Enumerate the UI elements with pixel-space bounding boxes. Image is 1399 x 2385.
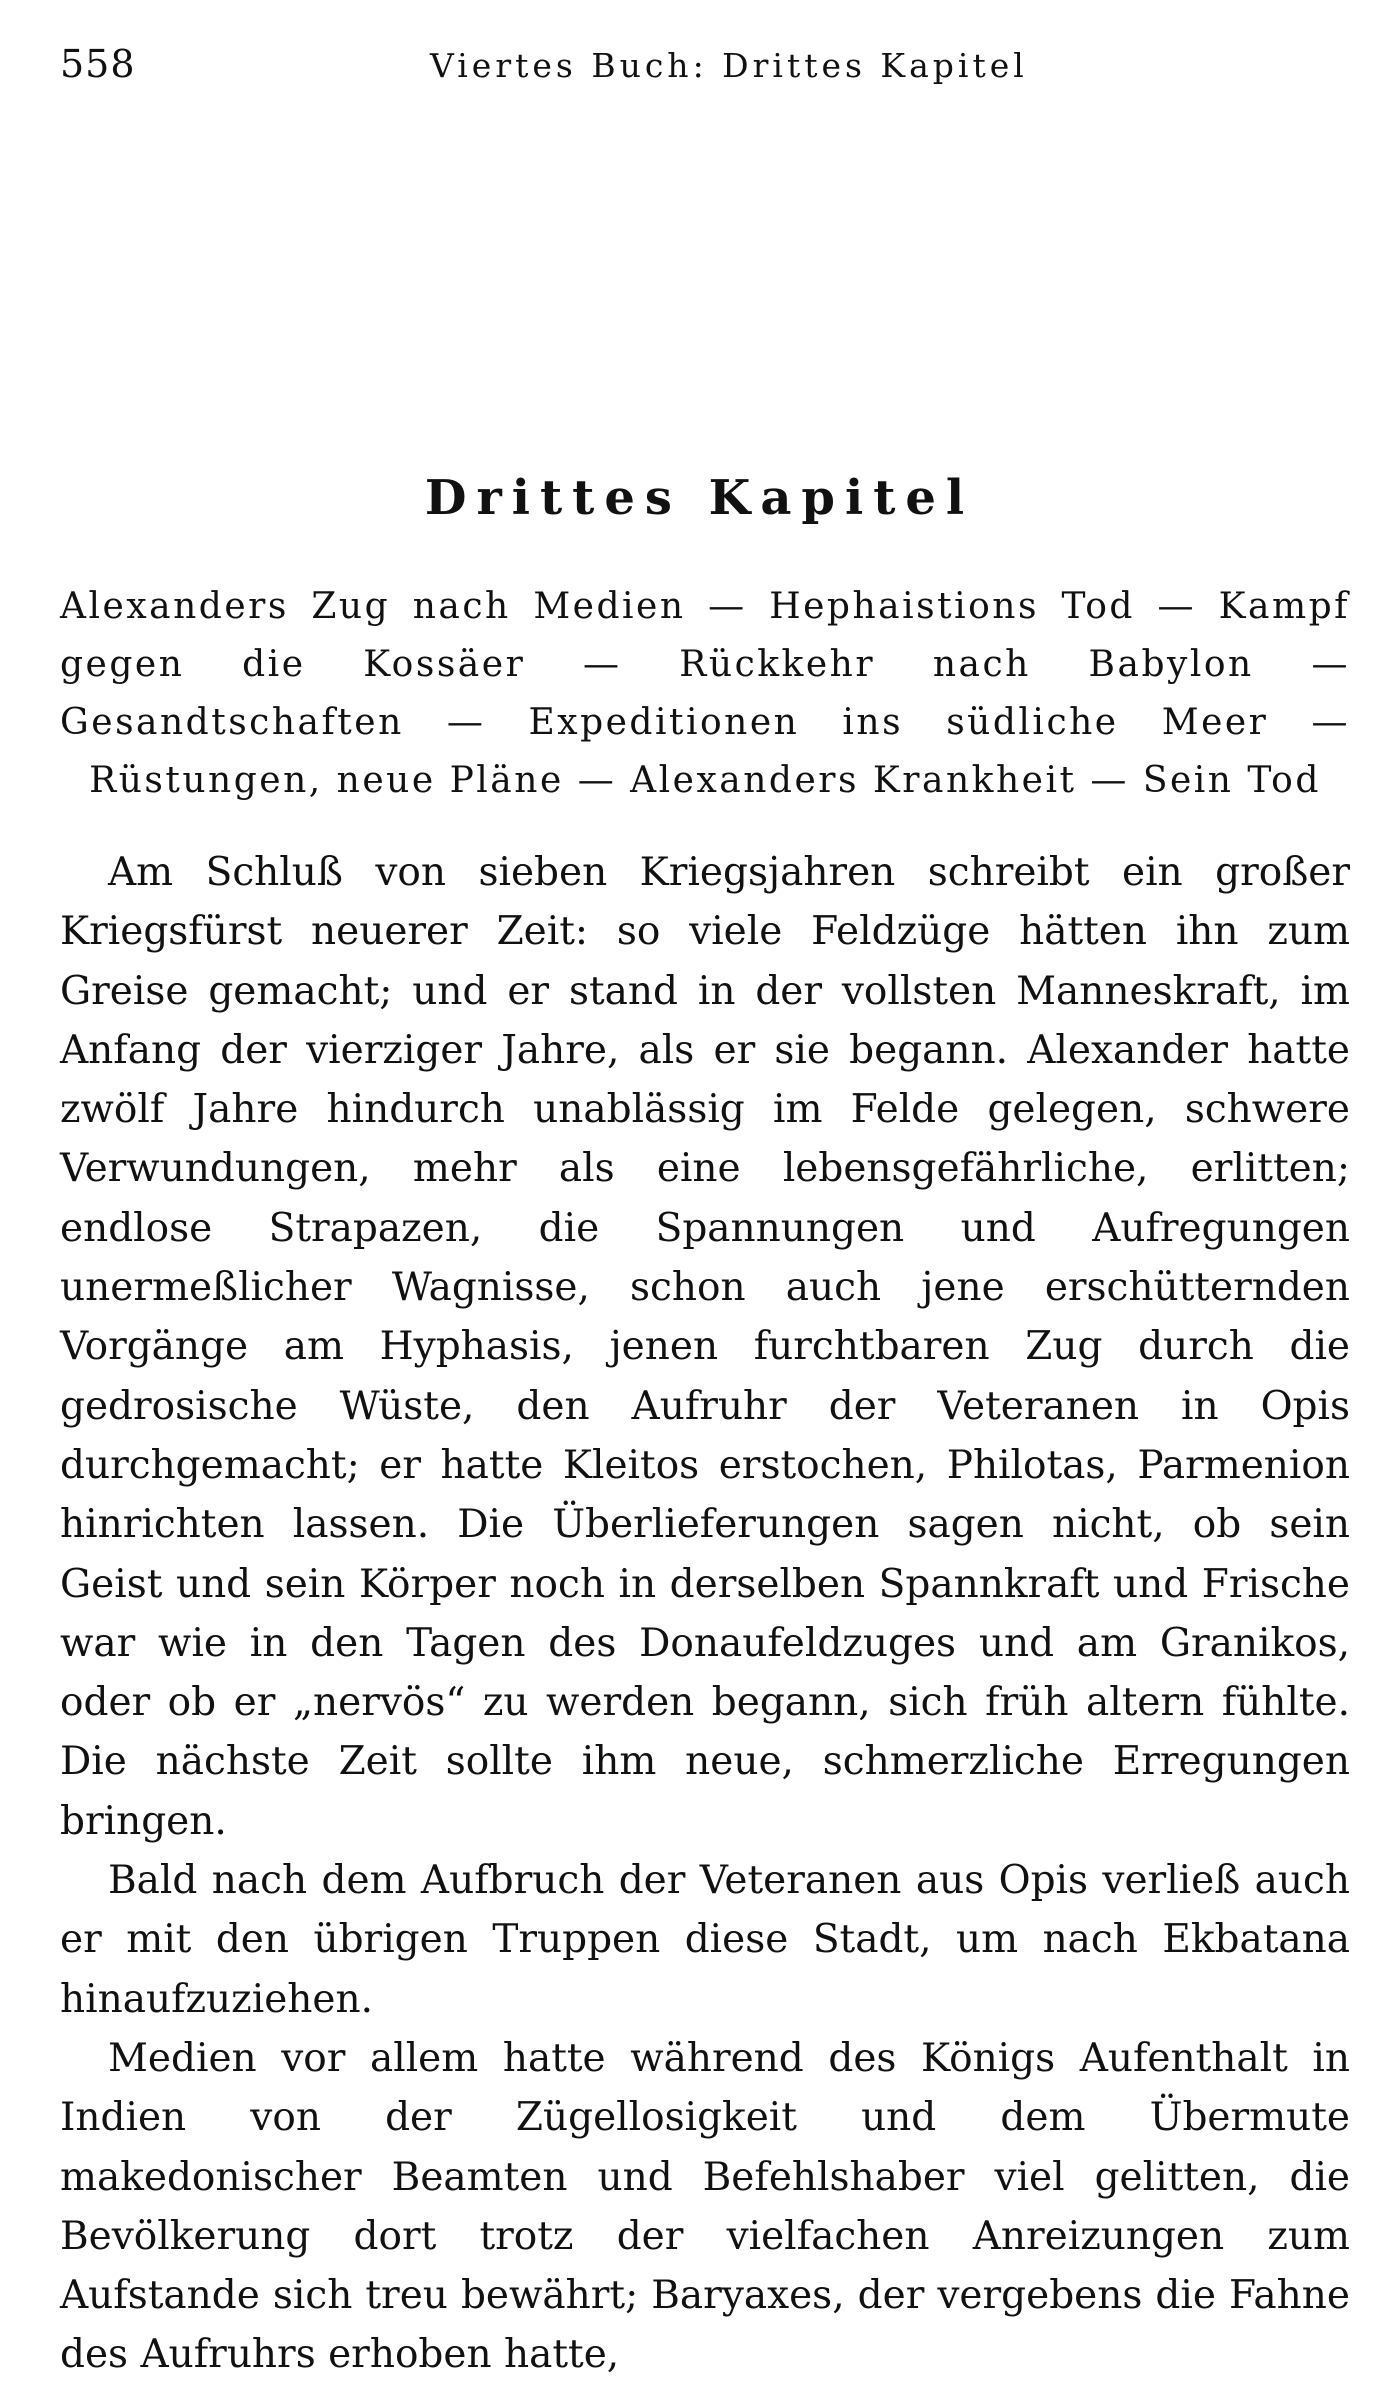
running-title: Viertes Buch: Drittes Kapitel	[430, 46, 1028, 85]
paragraph-1: Am Schluß von sieben Kriegsjahren schreibt ein großer Kriegsfürst neuerer Zeit: so viele Feldzüge hätten ihn zum Greise gemacht; und er stand in der vollsten Manneskraft, im Anfang der vierziger Jahre, als er sie begann. Alexander hatte zwölf Jahre hindurch unablässig im Felde gelegen, schwere Verwundungen, mehr als eine lebensgefährliche, erlitten; endlose Strapazen, die Spannungen und Aufregungen unermeßlicher Wagnisse, schon auch jene erschütternden Vorgänge am Hyphasis, jenen furchtbaren Zug durch die gedrosische Wüste, den Aufruhr der Veteranen in Opis durchgemacht; er hatte Kleitos erstochen, Philotas, Parmenion hinrichten lassen. Die Überlieferungen sagen nicht, ob sein Geist und sein Körper noch in derselben Spannkraft und Frische war wie in den Tagen des Donaufeldzuges und am Granikos, oder ob er „nervös“ zu werden begann, sich früh altern fühlte. Die nächste Zeit sollte ihm neue, schmerzliche Erregungen bringen.	[60, 850, 1350, 1844]
paragraph-3: Medien vor allem hatte während des Königs Aufenthalt in Indien von der Zügellosigkeit und dem Übermute makedonischer Beamten und Befehlshaber viel gelitten, die Bevölkerung dort trotz der vielfachen Anreizungen zum Aufstande sich treu bewährt; Baryaxes, der vergebens die Fahne des Aufruhrs erhoben hatte,	[60, 2035, 1350, 2378]
running-head	[60, 42, 1060, 92]
chapter-summary: Alexanders Zug nach Medien — Hephaistions Tod — Kampf gegen die Kossäer — Rückkehr nach Babylon — Gesandtschaften — Expeditionen ins südliche Meer — Rüstungen, neue Pläne — Alexanders Krankheit — Sein Tod	[60, 586, 1350, 801]
paragraph-2: Bald nach dem Aufbruch der Veteranen aus Opis verließ auch er mit den übrigen Truppen diese Stadt, um nach Ekbatana hinaufzuziehen.	[60, 1858, 1350, 2022]
body-text	[60, 843, 1350, 2385]
page-number: 558	[60, 42, 136, 86]
chapter-title: Drittes Kapitel	[424, 470, 975, 526]
